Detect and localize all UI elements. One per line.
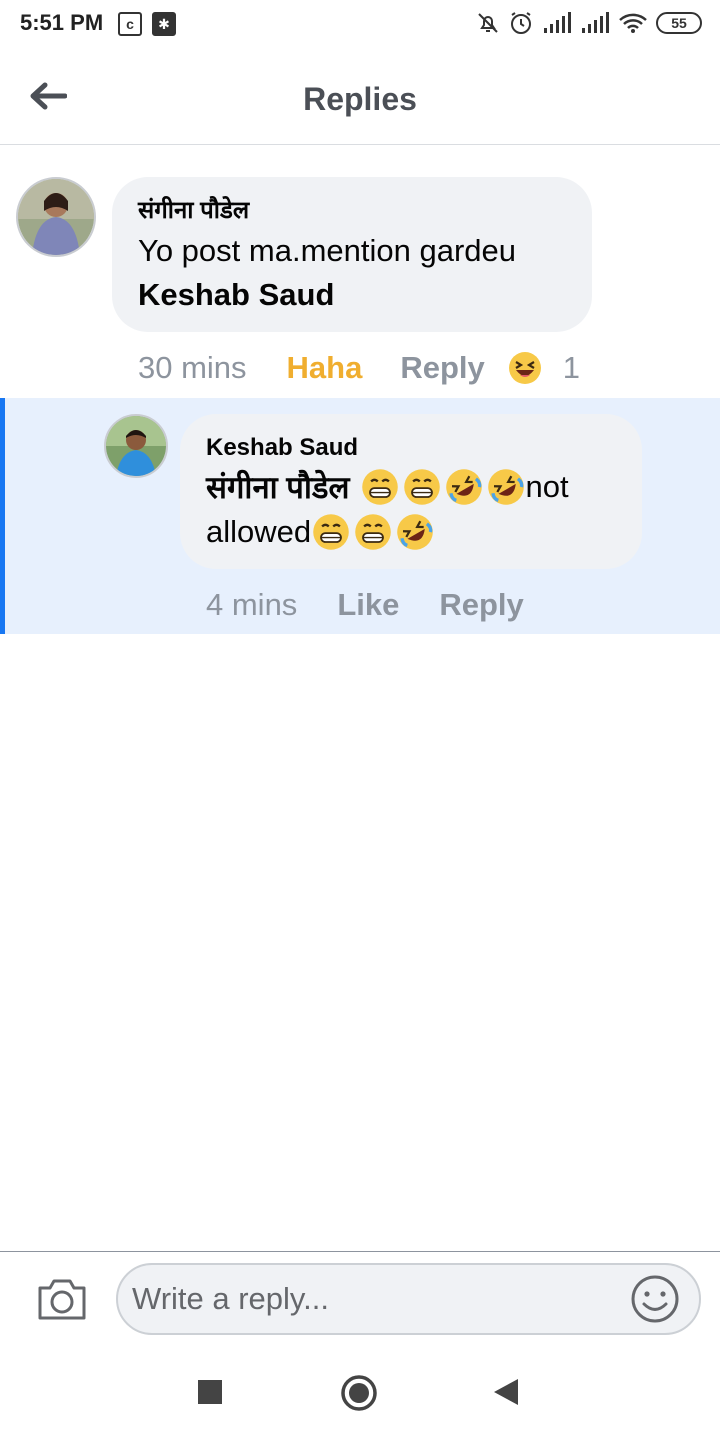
comment-bubble[interactable]: [112, 177, 592, 332]
reply-actions: [206, 587, 524, 623]
grin-emoji-icon: [360, 467, 400, 507]
camera-button[interactable]: [36, 1276, 88, 1322]
grin-emoji-icon: [311, 512, 351, 552]
battery-indicator: 55: [656, 12, 702, 34]
triangle-back-icon: [494, 1379, 518, 1405]
notification-c-icon: c: [118, 12, 142, 36]
alarm-icon: [508, 10, 534, 36]
square-icon: [198, 1380, 222, 1404]
header: [0, 50, 720, 145]
grin-emoji-icon: [353, 512, 393, 552]
recents-button[interactable]: [198, 1380, 222, 1409]
system-nav-bar: [0, 1345, 720, 1440]
reply-composer: [0, 1251, 720, 1345]
reply-line-1: [206, 466, 569, 508]
reaction-count[interactable]: 1: [562, 350, 581, 385]
bell-muted-icon: [476, 11, 500, 35]
comment-author[interactable]: संगीना पौडेल: [138, 197, 250, 224]
status-bar: [0, 0, 720, 50]
commenter-avatar[interactable]: [16, 177, 96, 257]
replier-avatar[interactable]: [104, 414, 168, 478]
haha-emoji-icon[interactable]: [507, 350, 543, 386]
circle-icon: [340, 1374, 378, 1412]
like-button[interactable]: Like: [337, 587, 400, 622]
status-time: 5:51 PM: [20, 10, 104, 35]
reply-reply-button[interactable]: Reply: [439, 587, 524, 622]
haha-reaction-button[interactable]: Haha: [286, 350, 363, 385]
reply-mention[interactable]: संगीना पौडेल: [206, 470, 350, 505]
comment-text: Yo post ma.mention gardeu: [138, 233, 516, 268]
reply-input[interactable]: [116, 1263, 701, 1335]
reply-text-1: not: [525, 469, 569, 504]
comment-actions: [138, 350, 580, 386]
smiley-icon: [630, 1274, 680, 1324]
page-title: Replies: [303, 81, 417, 117]
camera-icon: [36, 1276, 88, 1322]
rofl-emoji-icon: [444, 467, 484, 507]
image-icon: ✱: [152, 12, 176, 36]
wifi-icon: [618, 12, 648, 34]
home-button[interactable]: [340, 1374, 378, 1417]
grin-emoji-icon: [402, 467, 442, 507]
rofl-emoji-icon: [486, 467, 526, 507]
signal-icon: [542, 12, 572, 34]
comment-mention[interactable]: Keshab Saud: [138, 277, 335, 312]
signal-icon: [580, 12, 610, 34]
reply-time: 4 mins: [206, 587, 298, 622]
reply-bubble[interactable]: [180, 414, 642, 569]
reply-author[interactable]: Keshab Saud: [206, 434, 359, 461]
comment-time: 30 mins: [138, 350, 247, 385]
back-nav-button[interactable]: [494, 1379, 518, 1410]
reply-line-2: [206, 512, 435, 552]
reply-text-2: allowed: [206, 514, 312, 549]
comment-reply-button[interactable]: Reply: [400, 350, 485, 385]
rofl-emoji-icon: [395, 512, 435, 552]
emoji-button[interactable]: [630, 1274, 680, 1324]
